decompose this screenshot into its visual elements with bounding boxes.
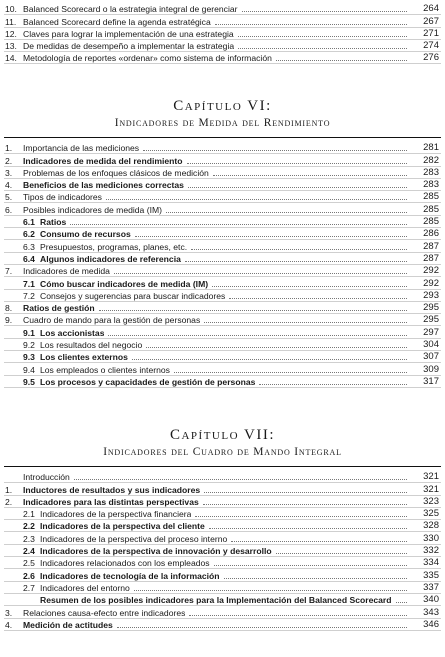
entry-page-number: 281 — [423, 142, 439, 154]
entry-text: Presupuestos, programas, planes, etc. — [40, 241, 188, 252]
entry-text: Consejos y sugerencias para buscar indicadores — [40, 290, 226, 301]
entry-text: Indicadores de la perspectiva del cliente — [40, 521, 205, 532]
entry-number: 1. — [5, 484, 13, 495]
dot-leader — [108, 334, 407, 336]
toc-entry — [0, 375, 445, 387]
entry-page-number: 282 — [423, 154, 439, 166]
entry-text: Los empleados o clientes internos — [40, 364, 170, 375]
entry-number: 2. — [5, 496, 13, 507]
dot-leader — [209, 527, 407, 529]
entry-title — [23, 279, 208, 289]
toc-entry — [0, 239, 445, 251]
entry-text: Algunos indicadores de referencia — [40, 253, 181, 264]
entry-number: 4. — [5, 180, 13, 191]
toc-entry — [0, 482, 445, 494]
entry-text: Balanced Scorecard define la agenda estratégica — [23, 16, 211, 27]
chapter-7-entries — [0, 470, 445, 630]
dot-leader — [195, 515, 407, 517]
entry-page-number: 271 — [423, 27, 439, 39]
dot-leader — [224, 577, 407, 579]
toc-entry — [0, 2, 445, 14]
dot-leader — [174, 371, 407, 373]
toc-entry — [0, 252, 445, 264]
dot-leader — [276, 59, 407, 61]
entry-text: Indicadores de la perspectiva financiera — [40, 509, 192, 520]
entry-number: 6. — [5, 204, 13, 215]
entry-title — [23, 595, 392, 605]
entry-page-number: 335 — [423, 569, 439, 581]
entry-text: Cuadro de mando para la gestión de personas — [23, 315, 201, 326]
entry-subnumber: 2.7 — [23, 582, 35, 593]
entry-page-number: 346 — [423, 618, 439, 630]
entry-page-number: 321 — [423, 471, 439, 483]
entry-text: Indicadores relacionados con los empleados — [40, 558, 210, 569]
toc-entry — [0, 325, 445, 337]
entry-page-number: 285 — [423, 191, 439, 203]
entry-title — [23, 242, 187, 252]
dot-leader — [135, 235, 407, 237]
toc-entry — [0, 301, 445, 313]
toc-entry — [0, 338, 445, 350]
toc-entry — [0, 190, 445, 202]
dot-leader — [166, 211, 407, 213]
entry-page-number: 283 — [423, 179, 439, 191]
entry-title — [23, 352, 128, 362]
dot-leader — [114, 272, 407, 274]
entry-number: 8. — [5, 303, 13, 314]
chapter-6-rule — [4, 137, 441, 138]
entry-number: 3. — [5, 167, 13, 178]
entry-number: 9. — [5, 315, 13, 326]
entry-title — [23, 328, 104, 338]
entry-text: De medidas de desempeño a implementar la estrategia — [23, 41, 235, 52]
entry-text: Indicadores de la perspectiva del proceso interno — [40, 533, 228, 544]
entry-text: Tipos de indicadores — [23, 192, 102, 203]
entry-number: 3. — [5, 607, 13, 618]
entry-text: Ratios — [40, 217, 67, 228]
toc-entry — [0, 289, 445, 301]
dot-leader — [203, 503, 407, 505]
entry-page-number: 334 — [423, 557, 439, 569]
entry-page-number: 283 — [423, 166, 439, 178]
dot-leader — [229, 297, 407, 299]
toc-entry — [0, 51, 445, 63]
entry-text: Importancia de las mediciones — [23, 143, 140, 154]
entry-page-number: 321 — [423, 483, 439, 495]
entry-title — [23, 558, 210, 568]
entry-page-number: 330 — [423, 532, 439, 544]
dot-leader — [146, 346, 407, 348]
entry-page-number: 297 — [423, 326, 439, 338]
entry-text: Relaciones causa-efecto entre indicadores — [23, 607, 186, 618]
entry-number: 10. — [5, 4, 17, 15]
chapter-7-title: Indicadores del Cuadro de Mando Integral — [103, 446, 342, 458]
entry-number: 4. — [5, 619, 13, 630]
toc-entry — [0, 14, 445, 26]
dot-leader — [212, 285, 407, 287]
entry-subnumber: 9.3 — [23, 352, 35, 363]
entry-subnumber: 9.2 — [23, 340, 35, 351]
entry-page-number: 304 — [423, 339, 439, 351]
entry-text: Indicadores del entorno — [40, 582, 130, 593]
chapter-7-heading — [0, 427, 445, 458]
entry-title — [23, 217, 66, 227]
entry-number: 7. — [5, 266, 13, 277]
toc-entry — [0, 313, 445, 325]
entry-page-number: 317 — [423, 375, 439, 387]
entry-subnumber: 2.1 — [23, 509, 35, 520]
entry-subnumber: 6.3 — [23, 241, 35, 252]
entry-page-number: 285 — [423, 203, 439, 215]
dot-leader — [215, 23, 407, 25]
entry-number: 13. — [5, 41, 17, 52]
toc-entry — [0, 593, 445, 605]
entry-number: 5. — [5, 192, 13, 203]
toc-entry — [0, 568, 445, 580]
entry-number: 1. — [5, 143, 13, 154]
entry-text: Resumen de los posibles indicadores para la Implementación del Balanced Scorecard — [40, 595, 392, 606]
entry-title — [23, 521, 205, 531]
dot-leader — [191, 248, 407, 250]
entry-title — [23, 583, 130, 593]
dot-leader — [74, 478, 407, 480]
entry-number: 12. — [5, 28, 17, 39]
dot-leader — [143, 149, 407, 151]
entry-title — [23, 571, 220, 581]
entry-text: Indicadores de medida — [23, 266, 110, 277]
entry-text: Los clientes externos — [40, 352, 128, 363]
toc-entry — [0, 507, 445, 519]
entry-title — [23, 534, 227, 544]
entry-text: Indicadores de la perspectiva de innovación y desarrollo — [40, 546, 272, 557]
toc-entry — [0, 556, 445, 568]
entry-number: 2. — [5, 155, 13, 166]
dot-leader — [242, 10, 408, 12]
entry-page-number: 307 — [423, 351, 439, 363]
toc-entry — [0, 531, 445, 543]
entry-subnumber: 6.4 — [23, 253, 35, 264]
toc-entry — [0, 202, 445, 214]
entry-subnumber: 6.2 — [23, 229, 35, 240]
entry-text: Balanced Scorecard o la estrategia integral de gerenciar — [23, 4, 238, 15]
entry-subnumber: 9.4 — [23, 364, 35, 375]
entry-page-number: 309 — [423, 363, 439, 375]
entry-title — [23, 340, 142, 350]
entry-number: 11. — [5, 16, 17, 27]
toc-entry — [0, 618, 445, 630]
entry-page-number: 287 — [423, 252, 439, 264]
dot-leader — [259, 383, 407, 385]
dot-leader — [231, 540, 407, 542]
entry-subnumber: 2.4 — [23, 546, 35, 557]
entry-text: Medición de actitudes — [23, 619, 113, 630]
entry-subnumber: 2.3 — [23, 533, 35, 544]
entry-subnumber: 6.1 — [23, 217, 35, 228]
entry-page-number: 325 — [423, 508, 439, 520]
dot-leader — [214, 564, 407, 566]
entry-text: Indicadores de medida del rendimiento — [23, 155, 183, 166]
chapter-6-entries — [0, 141, 445, 387]
entry-text: Los resultados del negocio — [40, 340, 143, 351]
dot-leader — [396, 601, 407, 603]
chapter-7-rule — [4, 466, 441, 467]
entry-page-number: 286 — [423, 228, 439, 240]
dot-leader — [70, 223, 407, 225]
entry-subnumber: 9.5 — [23, 376, 35, 387]
entry-text: Indicadores de tecnología de la información — [40, 570, 220, 581]
entry-text: Los procesos y capacidades de gestión de personas — [40, 376, 256, 387]
entry-title — [23, 377, 255, 387]
toc-entry — [0, 39, 445, 51]
toc-entry — [0, 27, 445, 39]
toc-entry — [0, 264, 445, 276]
entry-number: 14. — [5, 53, 17, 64]
entry-page-number: 285 — [423, 216, 439, 228]
toc-top-block — [0, 2, 445, 63]
entry-text: Posibles indicadores de medida (IM) — [23, 204, 162, 215]
entry-subnumber: 7.1 — [23, 278, 35, 289]
entry-subnumber: 9.1 — [23, 327, 35, 338]
dot-leader — [188, 186, 407, 188]
dot-leader — [213, 174, 407, 176]
toc-entry — [0, 519, 445, 531]
toc-entry — [0, 215, 445, 227]
chapter-7-label: Capítulo VII: — [169, 427, 276, 443]
entry-title — [23, 291, 225, 301]
dot-leader — [134, 589, 407, 591]
entry-page-number: 295 — [423, 302, 439, 314]
toc-entry — [0, 178, 445, 190]
dot-leader — [204, 321, 407, 323]
entry-page-number: 295 — [423, 314, 439, 326]
entry-subnumber: 2.2 — [23, 521, 35, 532]
entry-page-number: 267 — [423, 15, 439, 27]
dot-leader — [185, 260, 407, 262]
entry-text: Metodología de reportes «ordenar» como sistema de información — [23, 53, 272, 64]
toc-entry — [0, 605, 445, 617]
entry-text: Problemas de los enfoques clásicos de medición — [23, 167, 209, 178]
entry-title — [23, 509, 191, 519]
entry-page-number: 276 — [423, 52, 439, 64]
entry-text: Introducción — [23, 472, 70, 483]
toc-entry — [0, 544, 445, 556]
dot-leader — [106, 198, 407, 200]
dot-leader — [99, 309, 407, 311]
toc-entry — [0, 276, 445, 288]
entry-subnumber: 2.6 — [23, 570, 35, 581]
entry-page-number: 340 — [423, 594, 439, 606]
toc-entry — [0, 153, 445, 165]
chapter-6-label: Capítulo VI: — [173, 98, 272, 114]
entry-page-number: 264 — [423, 3, 439, 15]
dot-leader — [238, 47, 407, 49]
dot-leader — [187, 162, 408, 164]
dot-leader — [276, 552, 407, 554]
entry-text: Los accionistas — [40, 327, 105, 338]
toc-entry — [0, 141, 445, 153]
entry-text: Claves para lograr la implementación de una estrategia — [23, 28, 234, 39]
dot-leader — [189, 614, 407, 616]
entry-text: Beneficios de las mediciones correctas — [23, 180, 184, 191]
toc-entry — [0, 227, 445, 239]
dot-leader — [117, 626, 407, 628]
entry-page-number: 274 — [423, 40, 439, 52]
entry-page-number: 337 — [423, 581, 439, 593]
entry-subnumber: 7.2 — [23, 290, 35, 301]
dot-leader — [132, 358, 407, 360]
entry-title — [23, 546, 272, 556]
entry-page-number: 323 — [423, 495, 439, 507]
entry-page-number: 292 — [423, 265, 439, 277]
toc-entry — [0, 470, 445, 482]
toc-entry — [0, 495, 445, 507]
dot-leader — [204, 491, 407, 493]
chapter-6-heading — [0, 98, 445, 129]
entry-subnumber: 2.5 — [23, 558, 35, 569]
entry-text: Ratios de gestión — [23, 303, 95, 314]
entry-title — [23, 229, 131, 239]
dot-leader — [238, 35, 407, 37]
toc-entry — [0, 166, 445, 178]
entry-title — [23, 254, 181, 264]
entry-page-number: 292 — [423, 277, 439, 289]
entry-text: Inductores de resultados y sus indicadores — [23, 484, 201, 495]
chapter-6-title: Indicadores de Medida del Rendimiento — [114, 117, 331, 129]
entry-text: Cómo buscar indicadores de medida (IM) — [40, 278, 209, 289]
entry-text: Consumo de recursos — [40, 229, 131, 240]
toc-entry — [0, 362, 445, 374]
entry-text: Indicadores para las distintas perspectivas — [23, 496, 199, 507]
entry-title — [23, 365, 170, 375]
entry-page-number: 287 — [423, 240, 439, 252]
toc-entry — [0, 350, 445, 362]
entry-page-number: 343 — [423, 606, 439, 618]
entry-page-number: 328 — [423, 520, 439, 532]
entry-page-number: 293 — [423, 289, 439, 301]
entry-page-number: 332 — [423, 545, 439, 557]
toc-entry — [0, 581, 445, 593]
